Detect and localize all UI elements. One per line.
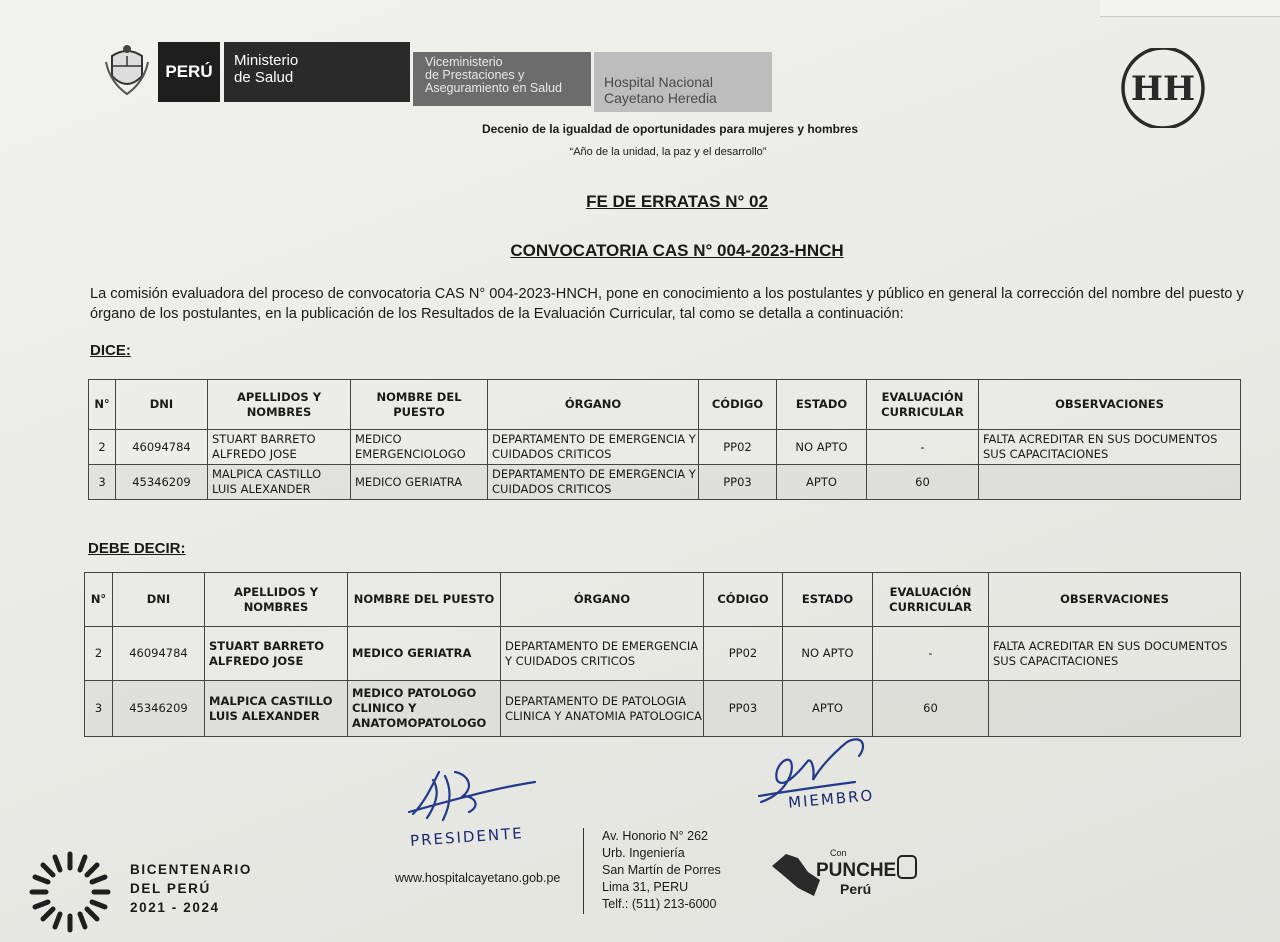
cell: 45346209: [116, 465, 208, 500]
col-header: ÓRGANO: [501, 573, 704, 627]
cell: NO APTO: [777, 430, 867, 465]
ministerio-line-2: de Salud: [234, 69, 294, 86]
col-header: CÓDIGO: [699, 380, 777, 430]
address-line-2: Urb. Ingeniería: [602, 846, 685, 860]
cell: PP02: [699, 430, 777, 465]
table-row: [85, 627, 1241, 681]
year-motto: “Año de la unidad, la paz y el desarrollo”: [569, 146, 767, 158]
dice-table: [88, 379, 1241, 500]
address-line-4: Lima 31, PERU: [602, 880, 689, 894]
bicentenario-logo-icon: [22, 844, 118, 940]
col-header: DNI: [113, 573, 205, 627]
cell: -: [867, 430, 979, 465]
col-header: N°: [89, 380, 116, 430]
underlying-page-edge: [1100, 0, 1280, 17]
debe-decir-label: DEBE DECIR:: [88, 540, 186, 557]
cell: APTO: [777, 465, 867, 500]
bicentenario-text: [130, 860, 252, 917]
col-header: NOMBRE DEL PUESTO: [348, 573, 501, 627]
bicentenario-line-2: DEL PERÚ: [130, 881, 211, 896]
debe-decir-header-row: [85, 573, 1241, 627]
col-header: DNI: [116, 380, 208, 430]
miembro-caption: MIEMBRO: [787, 786, 875, 812]
address-block: [602, 828, 721, 913]
address-line-1: Av. Honorio N° 262: [602, 829, 708, 843]
cell: MALPICA CASTILLO LUIS ALEXANDER: [208, 465, 351, 500]
ministerio-line-1: Ministerio: [234, 52, 299, 69]
website-text: www.hospitalcayetano.gob.pe: [395, 871, 561, 885]
cell: 3: [89, 465, 116, 500]
cell: 60: [867, 465, 979, 500]
cell: [989, 681, 1241, 737]
cell: 46094784: [116, 430, 208, 465]
bicentenario-line-3: 2021 - 2024: [130, 900, 220, 915]
vice-line-2: de Prestaciones y: [425, 68, 525, 82]
col-header: ESTADO: [783, 573, 873, 627]
con-punche-peru-logo-icon: [768, 846, 924, 902]
cell: 60: [873, 681, 989, 737]
punche-peru-text: Perú: [840, 881, 872, 897]
hospital-line-2: Cayetano Heredia: [604, 90, 717, 106]
address-line-5: Telf.: (511) 213-6000: [602, 897, 717, 911]
document-title: FE DE ERRATAS N° 02: [586, 192, 768, 211]
hospital-brand-block: [594, 52, 772, 112]
col-header: ÓRGANO: [488, 380, 699, 430]
col-header: EVALUACIÓN CURRICULAR: [867, 380, 979, 430]
col-header: OBSERVACIONES: [979, 380, 1241, 430]
col-header: ESTADO: [777, 380, 867, 430]
decenio-heading: Decenio de la igualdad de oportunidades para mujeres y hombres: [481, 122, 859, 136]
cell: PP03: [699, 465, 777, 500]
col-header: EVALUACIÓN CURRICULAR: [873, 573, 989, 627]
hospital-hh-logo-icon: [1119, 48, 1207, 128]
cell: DEPARTAMENTO DE EMERGENCIA Y CUIDADOS CRITICOS: [501, 627, 704, 681]
col-header: APELLIDOS Y NOMBRES: [205, 573, 348, 627]
col-header: NOMBRE DEL PUESTO: [351, 380, 488, 430]
col-header: OBSERVACIONES: [989, 573, 1241, 627]
cell: 2: [85, 627, 113, 681]
cell: FALTA ACREDITAR EN SUS DOCUMENTOS SUS CAPACITACIONES: [989, 627, 1241, 681]
punche-con-text: Con: [830, 848, 847, 858]
cell: PP02: [704, 627, 783, 681]
ministerio-brand-block: [224, 42, 410, 102]
cell: MEDICO PATOLOGO CLINICO Y ANATOMOPATOLOGO: [348, 681, 501, 737]
cell: MEDICO GERIATRA: [351, 465, 488, 500]
cell: NO APTO: [783, 627, 873, 681]
cell: DEPARTAMENTO DE EMERGENCIA Y CUIDADOS CRITICOS: [488, 465, 699, 500]
peru-brand-block: [158, 42, 220, 102]
peru-label: PERÚ: [165, 62, 213, 81]
presidente-caption: PRESIDENTE: [409, 824, 525, 850]
hospital-line-1: Hospital Nacional: [604, 74, 713, 90]
address-line-3: San Martín de Porres: [602, 863, 721, 877]
cell: STUART BARRETO ALFREDO JOSE: [208, 430, 351, 465]
bicentenario-line-1: BICENTENARIO: [130, 862, 252, 877]
footer-divider: [583, 828, 584, 914]
vice-line-1: Viceministerio: [425, 55, 503, 69]
col-header: CÓDIGO: [704, 573, 783, 627]
presidente-signature: [405, 762, 540, 824]
cell: 3: [85, 681, 113, 737]
col-header: N°: [85, 573, 113, 627]
cell: 2: [89, 430, 116, 465]
cell: -: [873, 627, 989, 681]
cell: MALPICA CASTILLO LUIS ALEXANDER: [205, 681, 348, 737]
cell: STUART BARRETO ALFREDO JOSE: [205, 627, 348, 681]
table-row: [85, 681, 1241, 737]
cell: APTO: [783, 681, 873, 737]
cell: MEDICO EMERGENCIOLOGO: [351, 430, 488, 465]
cell: [979, 465, 1241, 500]
table-row: [89, 465, 1241, 500]
cell: MEDICO GERIATRA: [348, 627, 501, 681]
table-row: [89, 430, 1241, 465]
cell: DEPARTAMENTO DE EMERGENCIA Y CUIDADOS CRITICOS: [488, 430, 699, 465]
dice-label: DICE:: [90, 342, 131, 359]
intro-paragraph: La comisión evaluadora del proceso de convocatoria CAS N° 004-2023-HNCH, pone en conocimiento a los postulantes y público en general la corrección del nombre del puesto y órgano de los postulantes, en la publicación de los Resultados de la Evaluación Curricular, tal como se detalla a continuación:: [90, 286, 1244, 322]
cell: PP03: [704, 681, 783, 737]
cell: 45346209: [113, 681, 205, 737]
debe-decir-table: [84, 572, 1241, 737]
cell: 46094784: [113, 627, 205, 681]
peru-coat-of-arms-icon: [104, 42, 150, 96]
cell: DEPARTAMENTO DE PATOLOGIA CLINICA Y ANATOMIA PATOLOGICA: [501, 681, 704, 737]
cell: FALTA ACREDITAR EN SUS DOCUMENTOS SUS CAPACITACIONES: [979, 430, 1241, 465]
document-subtitle: CONVOCATORIA CAS N° 004-2023-HNCH: [510, 241, 844, 260]
vice-line-3: Aseguramiento en Salud: [425, 81, 562, 95]
svg-text:HH: HH: [1130, 69, 1196, 109]
viceministerio-brand-block: [413, 52, 591, 106]
dice-header-row: [89, 380, 1241, 430]
punche-main-text: PUNCHE: [816, 860, 897, 881]
col-header: APELLIDOS Y NOMBRES: [208, 380, 351, 430]
